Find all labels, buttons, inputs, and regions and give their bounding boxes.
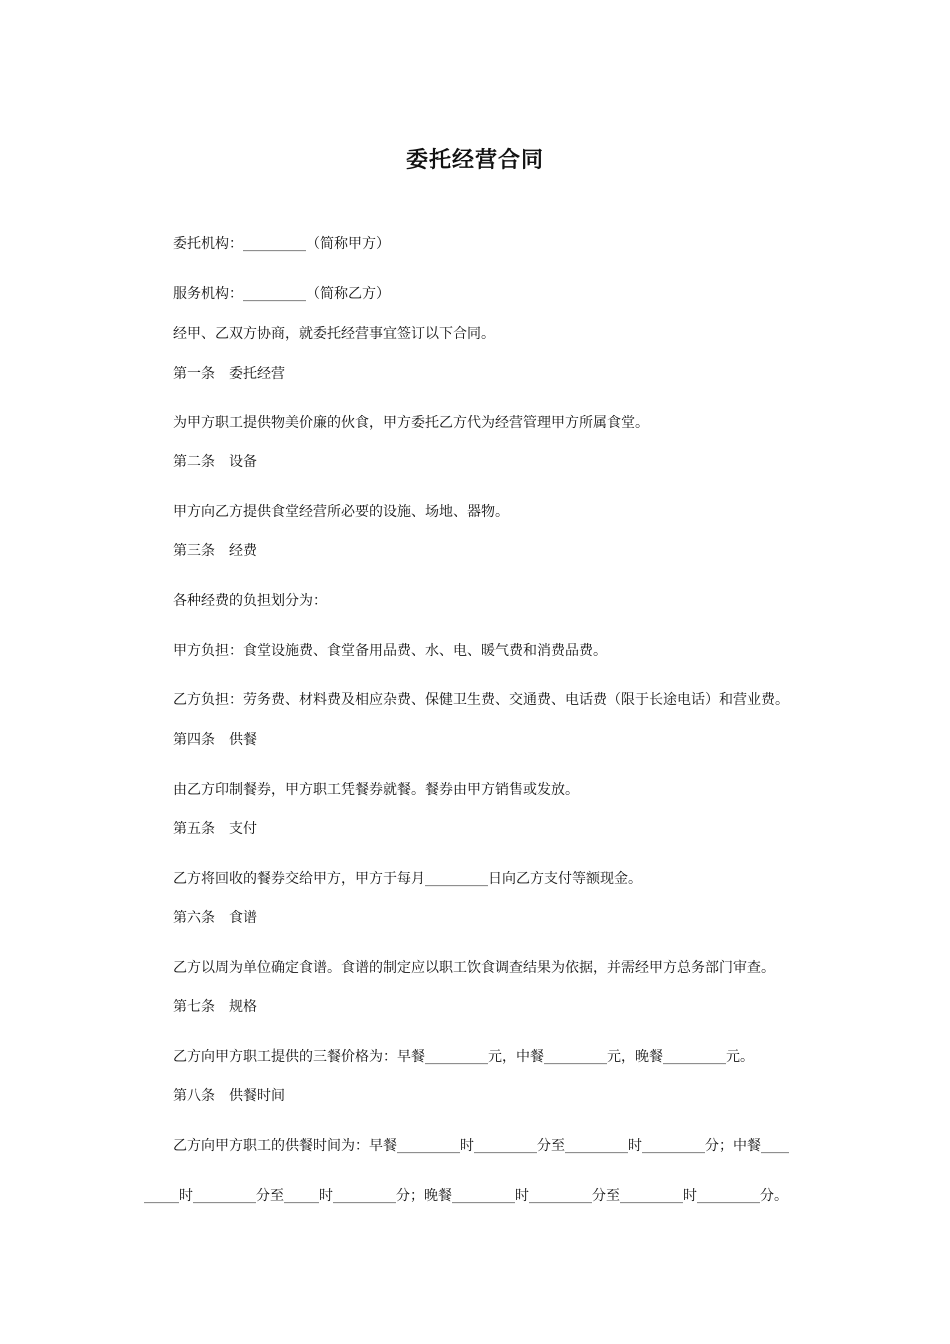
service-org-line: 服务机构：_________（简称乙方） (173, 286, 390, 302)
article-8-text: 乙方向甲方职工的供餐时间为：早餐_________时_________分至_________时_________分；中餐____ (173, 1138, 789, 1154)
article-6-heading: 第六条 食谱 (173, 910, 257, 926)
article-3-party-b-costs: 乙方负担：劳务费、材料费及相应杂费、保健卫生费、交通费、电话费（限于长途电话）和营业费。 (173, 692, 789, 708)
article-7-heading: 第七条 规格 (173, 999, 257, 1015)
article-2-heading: 第二条 设备 (173, 454, 257, 470)
article-8-text-continued: _____时_________分至_____时_________分；晚餐_________时_________分至_________时_________分。 (144, 1188, 788, 1204)
article-5-heading: 第五条 支付 (173, 821, 257, 837)
article-7-text: 乙方向甲方职工提供的三餐价格为：早餐_________元，中餐_________元，晚餐_________元。 (173, 1049, 754, 1065)
article-3-party-a-costs: 甲方负担：食堂设施费、食堂备用品费、水、电、暖气费和消费品费。 (173, 643, 607, 659)
document-title: 委托经营合同 (405, 147, 544, 173)
article-1-text: 为甲方职工提供物美价廉的伙食，甲方委托乙方代为经营管理甲方所属食堂。 (173, 415, 649, 431)
article-2-text: 甲方向乙方提供食堂经营所必要的设施、场地、器物。 (173, 504, 509, 520)
preamble-line: 经甲、乙双方协商，就委托经营事宜签订以下合同。 (173, 326, 495, 342)
article-4-heading: 第四条 供餐 (173, 732, 257, 748)
article-3-text-intro: 各种经费的负担划分为： (173, 593, 327, 609)
article-6-text: 乙方以周为单位确定食谱。食谱的制定应以职工饮食调查结果为依据，并需经甲方总务部门审查。 (173, 960, 775, 976)
article-3-heading: 第三条 经费 (173, 543, 257, 559)
article-1-heading: 第一条 委托经营 (173, 366, 285, 382)
article-5-text: 乙方将回收的餐券交给甲方，甲方于每月_________日向乙方支付等额现金。 (173, 871, 642, 887)
article-8-heading: 第八条 供餐时间 (173, 1088, 285, 1104)
client-org-line: 委托机构：_________（简称甲方） (173, 236, 390, 252)
article-4-text: 由乙方印制餐券，甲方职工凭餐券就餐。餐券由甲方销售或发放。 (173, 782, 579, 798)
